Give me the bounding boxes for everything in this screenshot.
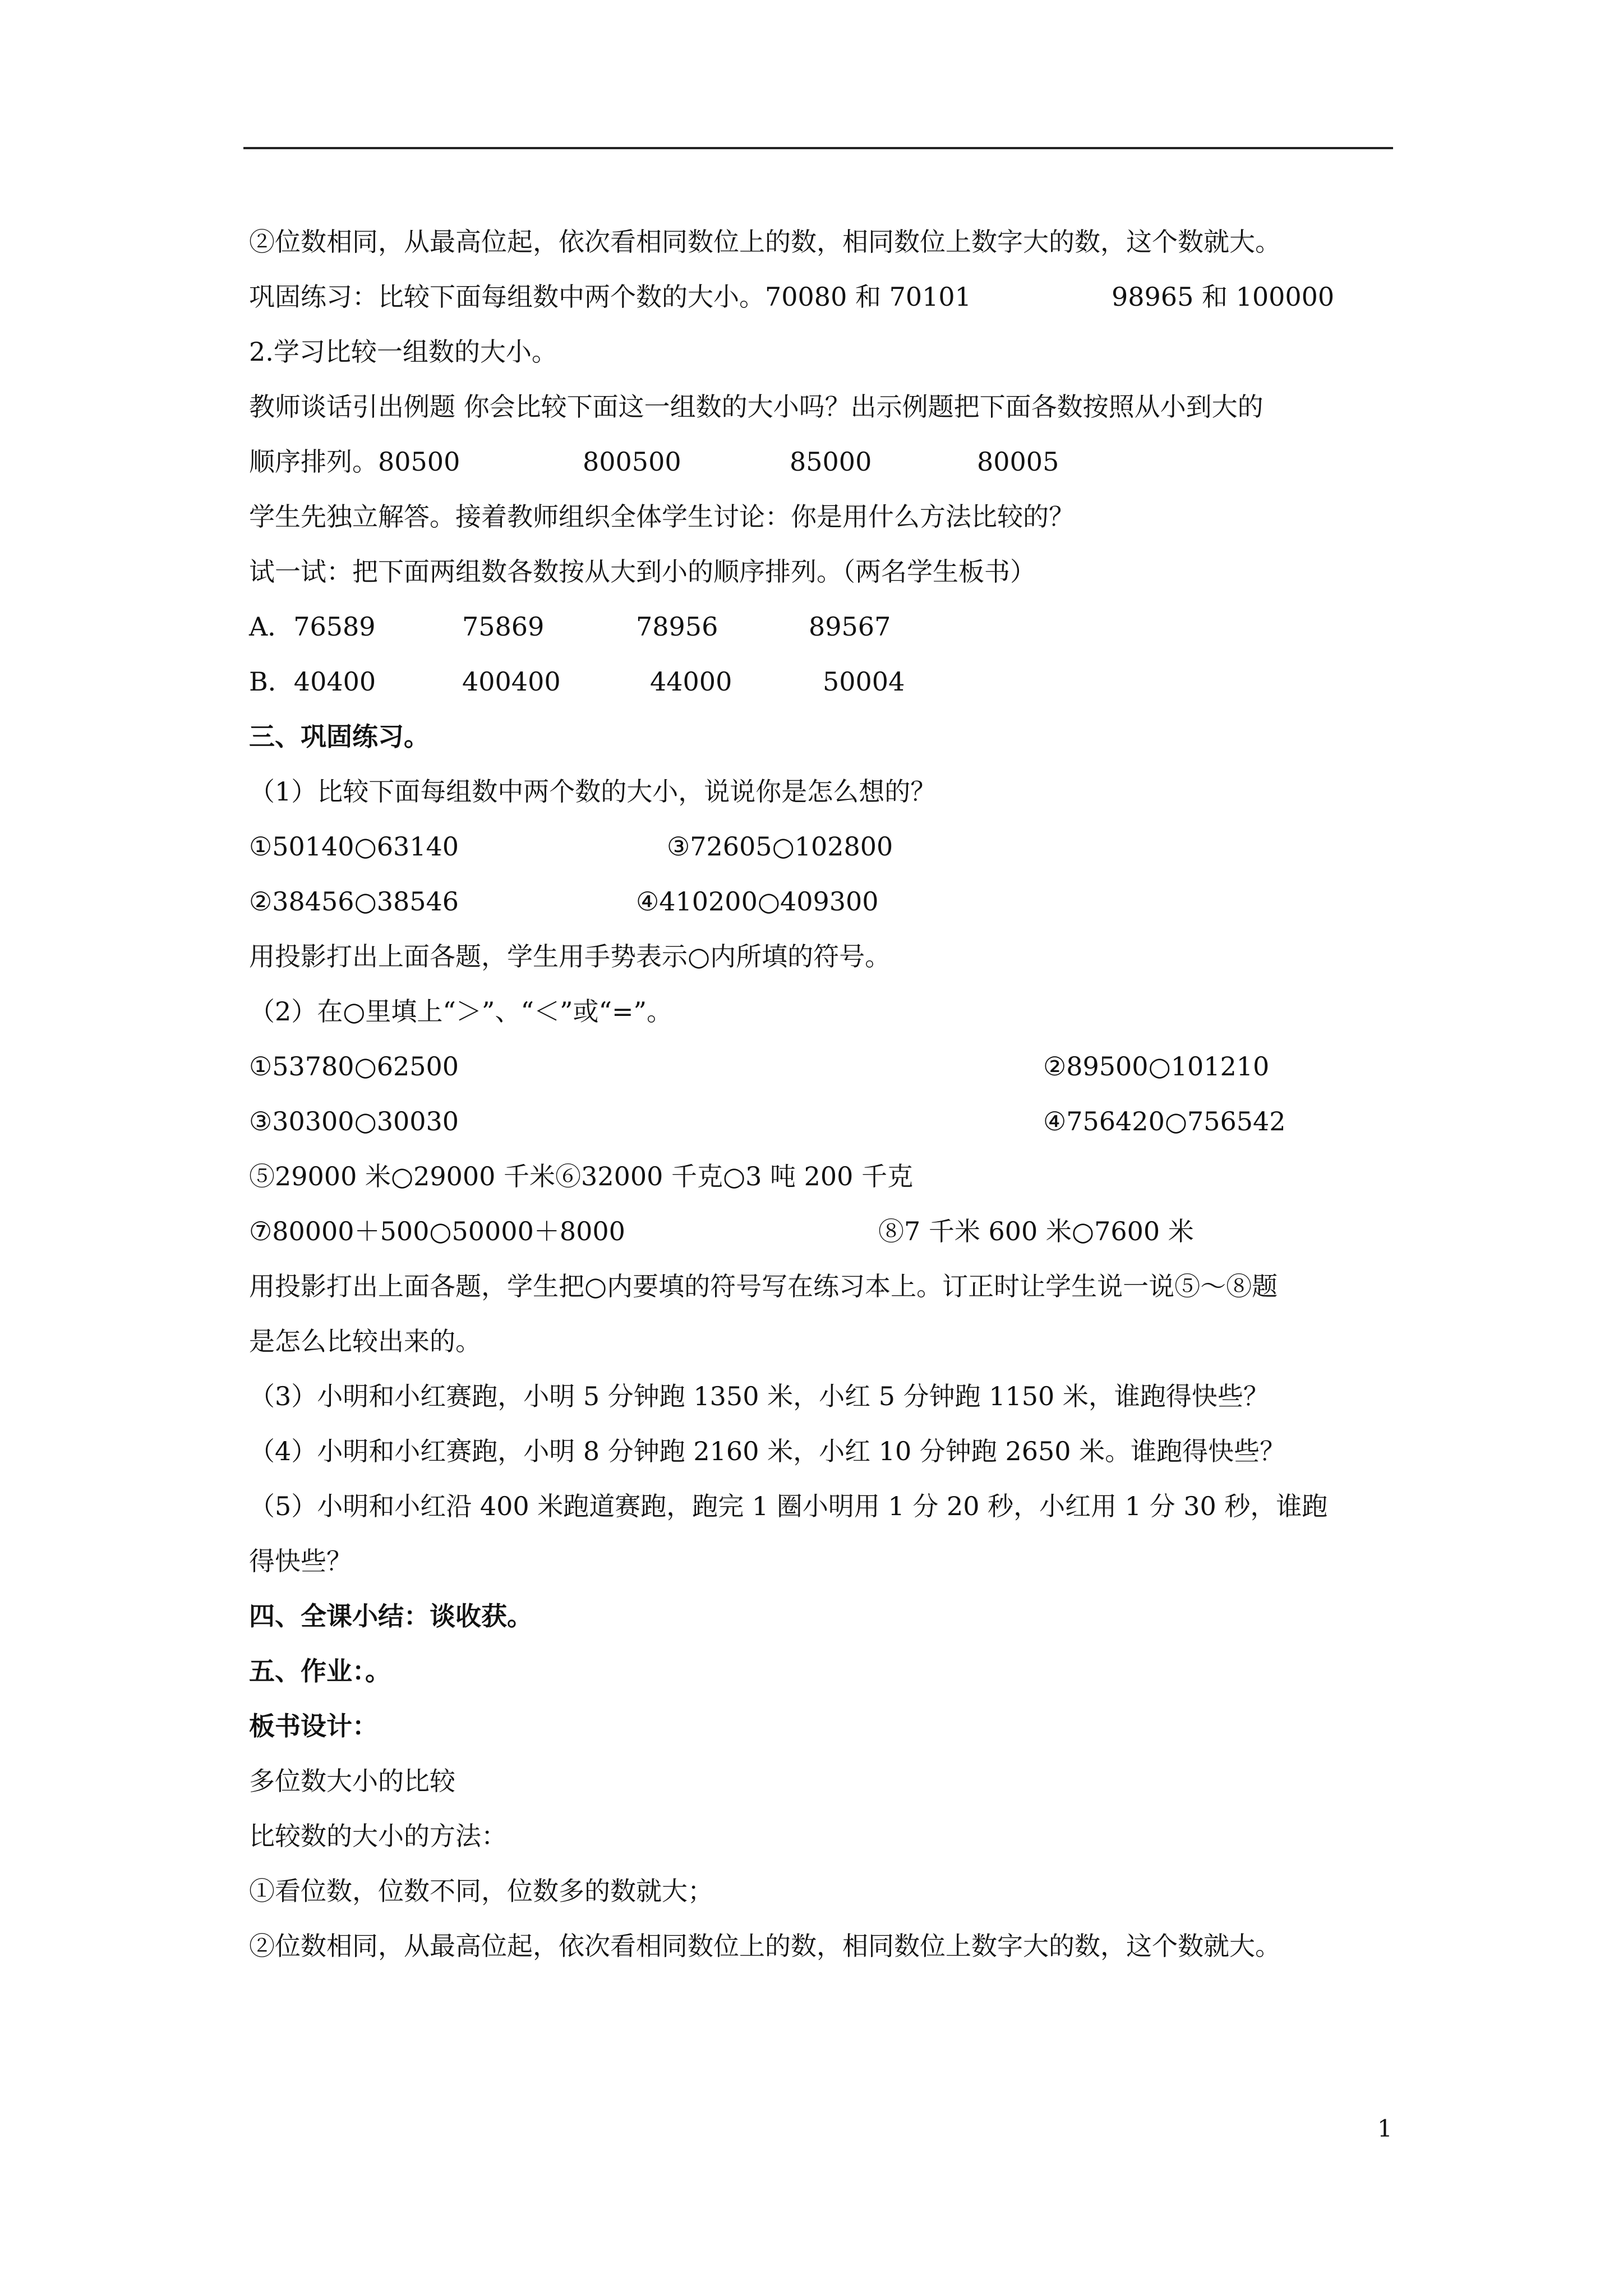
number-item: B．40400 [249,666,376,697]
exercise-item: ③72605○102800 [667,831,893,862]
text-line [249,379,1404,434]
section-heading [249,1589,1404,1644]
problem-text: （4）小明和小红赛跑，小明 8 分钟跑 2160 米，小红 10 分钟跑 2650 米。谁跑得快些？ [249,1436,1286,1466]
text-line: ①看位数，位数不同，位数多的数就大； [249,1876,713,1906]
exercise-item: ①50140○63140 [249,831,459,862]
board-title: 多位数大小的比较 [249,1766,455,1796]
exercise-row [249,1149,1404,1204]
board-design-heading: 板书设计： [249,1711,378,1741]
subheading: 2.学习比较一组数的大小。 [249,337,557,367]
section-heading [249,1699,1404,1754]
exercise-item: ②89500○101210 [1043,1051,1270,1082]
text-line: 教师谈话引出例题 你会比较下面这一组数的大小吗？出示例题把下面各数按照从小到大的 [249,392,1264,422]
section-heading [249,1644,1404,1699]
exercise-item: ②38456○38546 [249,886,459,917]
number-item: 50004 [823,666,905,697]
text-line: 试一试：把下面两组数各数按从大到小的顺序排列。（两名学生板书） [249,556,1036,587]
text-line [249,1259,1404,1314]
section-heading-text: 五、作业：。 [249,1656,391,1686]
exercise-item: ⑦80000＋500○50000＋8000 [249,1216,625,1246]
practice-pair: 98965 和 100000 [1112,282,1335,312]
text-line [249,324,1404,379]
text-line: 比较数的大小的方法： [249,1821,507,1851]
page-number: 1 [1377,2115,1393,2142]
problem-text: （5）小明和小红沿 400 米跑道赛跑，跑完 1 圈小明用 1 分 20 秒，小红用 1 分 30 秒，谁跑 [249,1491,1328,1521]
number-item: 800500 [583,447,681,477]
text-line: 用投影打出上面各题，学生用手势表示○内所填的符号。 [249,941,891,972]
number-item: 400400 [462,666,561,697]
text-line [249,489,1404,544]
text-line: ②位数相同，从最高位起，依次看相同数位上的数，相同数位上数字大的数，这个数就大。 [249,1931,1281,1961]
text-line [249,1918,1404,1973]
practice-line [249,269,1404,324]
text-line [249,1314,1404,1369]
number-item: 44000 [650,666,732,697]
text-line: 学生先独立解答。接着教师组织全体学生讨论：你是用什么方法比较的？ [249,501,1075,532]
problem-line [249,1479,1404,1534]
text-line: ②位数相同，从最高位起，依次看相同数位上的数，相同数位上数字大的数，这个数就大。 [249,227,1281,257]
section-heading-text: 四、全课小结：谈收获。 [249,1601,533,1631]
problem-line [249,1534,1404,1589]
text-line [249,544,1404,599]
number-item: 89567 [809,611,891,642]
exercise-item: ⑧7 千米 600 米○7600 米 [878,1216,1194,1246]
exercise-item: ⑤29000 米○29000 千米⑥32000 千克○3 吨 200 千克 [249,1161,914,1191]
text-line: （1）比较下面每组数中两个数的大小，说说你是怎么想的？ [249,776,937,807]
exercise-row [249,1094,1404,1149]
exercise-row [249,819,1404,874]
practice-prompt: 巩固练习：比较下面每组数中两个数的大小。70080 和 70101 [249,282,971,312]
number-item: 80005 [977,447,1059,477]
number-row [249,654,1404,709]
section-heading [249,709,1404,764]
text-line [249,1754,1404,1809]
exercise-item: ④756420○756542 [1043,1106,1286,1137]
text-line: 用投影打出上面各题，学生把○内要填的符号写在练习本上。订正时让学生说一说⑤～⑧题 [249,1271,1278,1301]
problem-line [249,1424,1404,1479]
number-item: 78956 [636,611,718,642]
exercise-item: ①53780○62500 [249,1051,459,1082]
number-item: A．76589 [249,611,376,642]
text-line [249,929,1404,984]
problem-text: 得快些？ [249,1546,352,1576]
text-line: 是怎么比较出来的。 [249,1326,481,1356]
exercise-item: ④410200○409300 [636,886,879,917]
number-item: 顺序排列。80500 [249,447,460,477]
text-line [249,214,1404,269]
number-item: 75869 [462,611,545,642]
number-item: 85000 [790,447,872,477]
exercise-row [249,874,1404,929]
exercise-row [249,1204,1404,1259]
document-body [249,214,1404,1973]
exercise-item: ③30300○30030 [249,1106,459,1137]
number-row [249,434,1404,489]
text-line [249,1864,1404,1918]
text-line [249,764,1404,819]
section-heading-text: 三、巩固练习。 [249,721,430,752]
text-line: （2）在○里填上“＞”、“＜”或“=”。 [249,996,673,1027]
problem-line [249,1369,1404,1424]
problem-text: （3）小明和小红赛跑，小明 5 分钟跑 1350 米，小红 5 分钟跑 1150 米，谁跑得快些？ [249,1381,1269,1411]
number-row [249,599,1404,654]
exercise-row [249,1039,1404,1094]
text-line [249,984,1404,1039]
text-line [249,1809,1404,1864]
header-rule [243,147,1393,149]
